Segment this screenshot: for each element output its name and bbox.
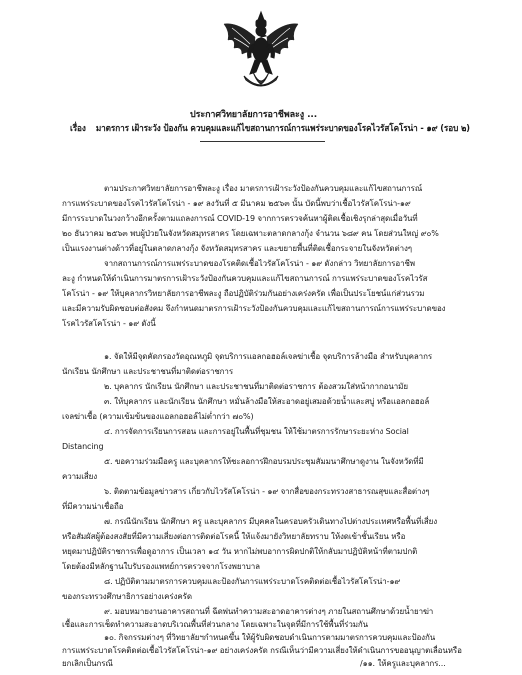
list-item: ที่มีความน่าเชื่อถือ (62, 502, 124, 511)
subject-text: มาตรการ เฝ้าระวัง ป้องกัน ควบคุมและแก้ไขสถานการณ์การแพร่ระบาดของโรคไวรัสโคโรน่า - ๑๙ (รอบ ๒) (95, 124, 470, 134)
para2-line: จากสถานการณ์การแพร่ระบาดของโรคติดเชื้อไวรัสโคโรน่า - ๑๙ ดังกล่าว วิทยาลัยการอาชีพ (104, 259, 415, 268)
list-item: เชื้อและการเช็ดทำความสะอาดบริเวณพื้นที่ส่วนกลาง โดยเฉพาะในจุดที่มีการใช้พื้นที่ร่วมกัน (62, 620, 369, 629)
list-item: ๔. การจัดการเรียนการสอน และการอยู่ในพื้นที่ชุมชน ให้ใช้มาตรการรักษาระยะห่าง Social (104, 427, 409, 436)
intro-line: เป็นแรงงานต่างด้าวที่อยู่ในตลาดกลางกุ้ง จังหวัดสมุทรสาคร และขยายพื้นที่ติดเชื้อกระจายในจังหวัดต่างๆ (62, 244, 412, 253)
list-item: ๗. กรณีนักเรียน นักศึกษา ครู และบุคลากร มีบุคคลในครอบครัวเดินทางไปต่างประเทศหรือพื้นที่เสี่ยง (104, 517, 438, 526)
list-item: การแพร่ระบาดโรคติดต่อเชื้อไวรัสโคโรน่า-๑๙ อย่างเคร่งครัด กรณีเห็นว่ามีความเสี่ยงให้ดำเนินการขออนุญาตเลื่อนหรือ (62, 646, 462, 655)
title-divider (200, 141, 325, 142)
subject-label: เรื่อง (70, 124, 86, 134)
list-item: ความเสี่ยง (62, 472, 98, 481)
list-item: นักเรียน นักศึกษา และประชาชนที่มาติดต่อราชการ (62, 367, 234, 376)
list-item: ของกระทรวงศึกษาธิการอย่างเคร่งครัด (62, 592, 192, 601)
para2-line: โคโรน่า - ๑๙ ให้บุคลากรวิทยาลัยการอาชีพละงู ถือปฏิบัติร่วมกันอย่างเคร่งครัด เพื่อเป็นประโยชน์แก่ส่วนรวม (62, 289, 425, 298)
continuation-note: /๑๑. ให้ครูและบุคลากร... (360, 659, 446, 668)
list-item: ๓. ให้บุคลากร และนักเรียน นักศึกษา หมั่นล้างมือให้สะอาดอยู่เสมอด้วยน้ำและสบู่ หรือแอลกอฮอล์ (104, 397, 430, 406)
announcement-title: ประกาศวิทยาลัยการอาชีพละงู ... (190, 110, 318, 120)
list-item: ๑. จัดให้มีจุดคัดกรองวัดอุณหภูมิ จุดบริการแอลกอฮอล์เจลฆ่าเชื้อ จุดบริการล้างมือ สำหรับบุคลากร (104, 352, 433, 361)
list-item: Distancing (62, 442, 104, 451)
list-item: ๘. ปฏิบัติตามมาตรการควบคุมและป้องกันการแพร่ระบาดโรคติดต่อเชื้อไวรัสโคโรน่า-๑๙ (104, 577, 401, 586)
intro-line: มีการระบาดในวงกว้างอีกครั้งตามแถลงการณ์ COVID-19 จากการตรวจค้นหาผู้ติดเชื้อเชิงรุกล่าสุดเมื่อวันที่ (62, 214, 418, 223)
intro-line: ตามประกาศวิทยาลัยการอาชีพละงู เรื่อง มาตรการเฝ้าระวังป้องกันควบคุมและแก้ไขสถานการณ์ (104, 184, 423, 193)
intro-line: ๒๐ ธันวาคม ๒๕๖๓ พบผู้ป่วยในจังหวัดสมุทรสาคร โดยเฉพาะตลาดกลางกุ้ง จำนวน ๖๘๙ คน โดยส่วนใหญ่ ๙๐% (62, 229, 439, 238)
garuda-emblem-icon (220, 10, 302, 94)
list-item: ยกเลิกเป็นกรณี (62, 659, 113, 668)
list-item: ๖. ติดตามข้อมูลข่าวสาร เกี่ยวกับไวรัสโคโรน่า - ๑๙ จากสื่อของกระทรวงสาธารณสุขและสื่อต่างๆ (104, 487, 430, 496)
para2-line: โรคไวรัสโคโรน่า - ๑๙ ดังนี้ (62, 319, 156, 328)
para2-line: ละงู กำหนดให้ดำเนินการมาตรการเฝ้าระวังป้องกันควบคุมและแก้ไขสถานการณ์ การแพร่ระบาดของโรคไวรัส (62, 274, 428, 283)
list-item: ๕. ขอความร่วมมือครู และบุคลากรให้ชะลอการฝึกอบรมประชุมสัมมนาศึกษาดูงาน ในจังหวัดที่มี (104, 457, 424, 466)
list-item: เจลฆ่าเชื้อ (ความเข้มข้นของแอลกอฮอล์ไม่ต่ำกว่า ๗๐%) (62, 412, 254, 421)
list-item: ๑๐. กิจกรรมต่างๆ ที่วิทยาลัยฯกำหนดขึ้น ให้ผู้รับผิดชอบดำเนินการตามมาตรการควบคุมและป้องกัน (104, 633, 436, 642)
intro-line: การแพร่ระบาดของโรคไวรัสโคโรน่า - ๑๙ ลงวันที่ ๕ มีนาคม ๒๕๖๓ นั้น บัดนี้พบว่าเชื้อไวรัสโคโรน่า-๑๙ (62, 199, 411, 208)
list-item: ๙. มอบหมายงานอาคารสถานที่ ฉีดพ่นทำความสะอาดอาคารต่างๆ ภายในสถานศึกษาด้วยน้ำยาฆ่า (104, 607, 434, 616)
list-item: ๒. บุคลากร นักเรียน นักศึกษา และประชาชนที่มาติดต่อราชการ ต้องสวมใส่หน้ากากอนามัย (104, 382, 408, 391)
list-item: หรือสัมผัสผู้ต้องสงสัยที่มีความเสี่ยงต่อการติดต่อโรคนี้ ให้แจ้งมายังวิทยาลัยทราบ ให้งดเข้าชั้นเรียน หรือ (62, 532, 406, 541)
list-item: หยุดมาปฏิบัติราชการเพื่อดูอาการ เป็นเวลา ๑๔ วัน หากไม่พบอาการผิดปกติให้กลับมาปฏิบัติหน้าที่ตามปกติ (62, 547, 418, 556)
list-item: โดยต้องมีหลักฐานใบรับรองแพทย์การตรวจจากโรงพยาบาล (62, 562, 260, 571)
subject-line (70, 124, 470, 134)
para2-line: และมีความรับผิดชอบต่อสังคม จึงกำหนดมาตรการเฝ้าระวังป้องกันควบคุมและแก้ไขสถานการณ์การแพร่ระบาดของ (62, 304, 446, 313)
